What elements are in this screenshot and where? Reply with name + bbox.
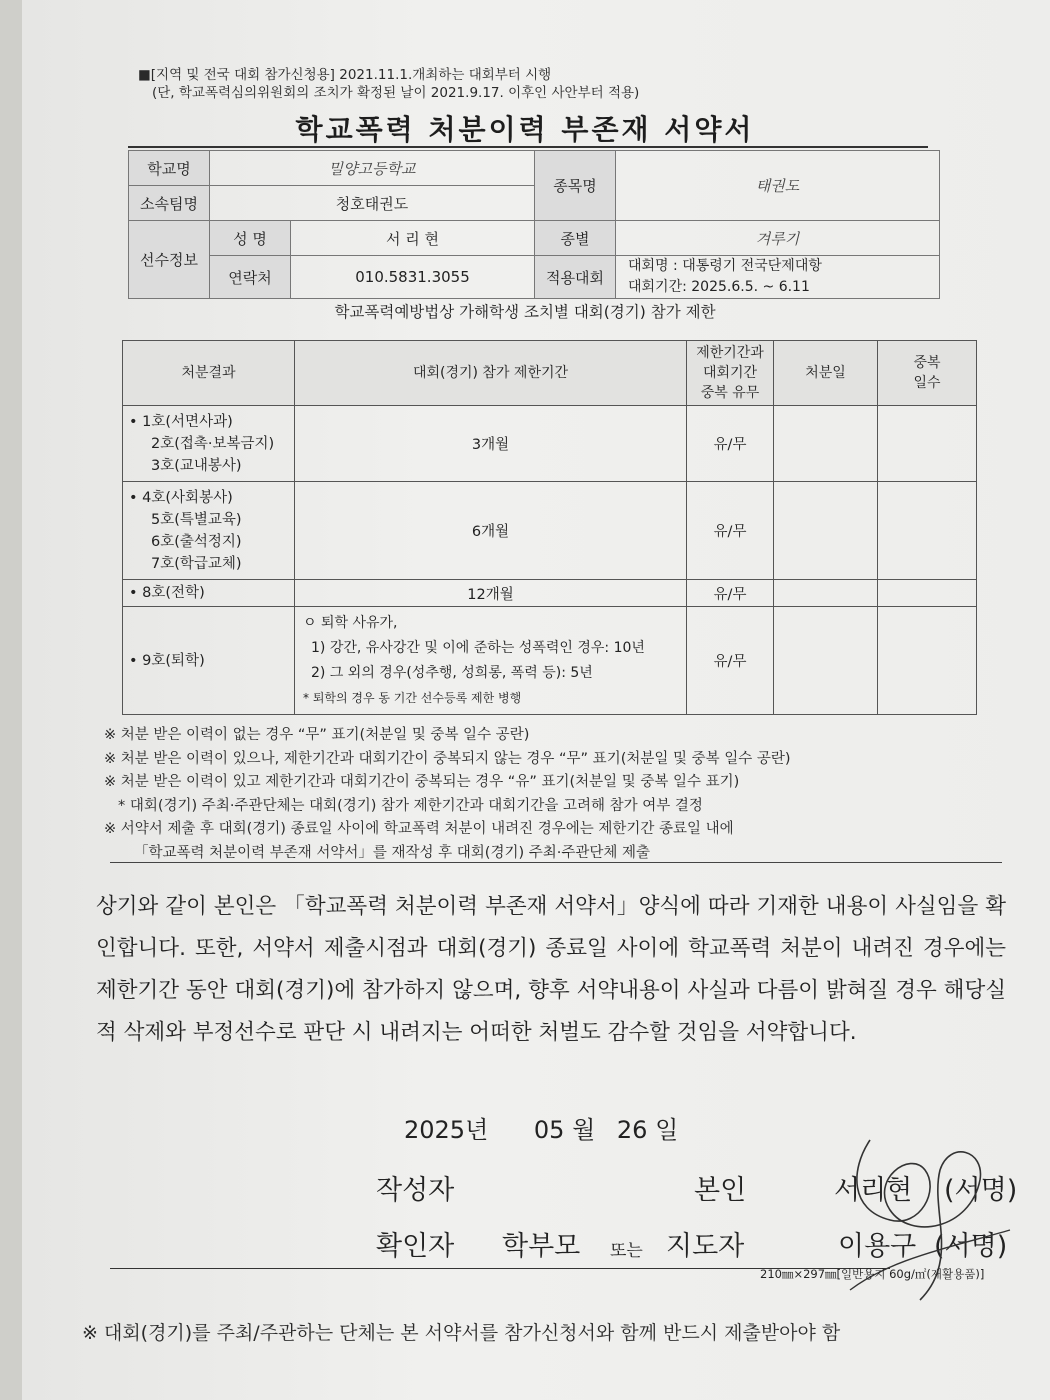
note-item: * 대회(경기) 주최·주관단체는 대회(경기) 참가 제한기간과 대회기간을 고려해 참가 여부 결정 [118, 797, 703, 814]
overlap-cell: 유/무 [687, 482, 774, 580]
divider [110, 862, 1002, 863]
table-row [123, 406, 977, 482]
days-cell [878, 607, 977, 715]
days-cell [878, 482, 977, 580]
date-day: 26 일 [616, 1116, 679, 1144]
notice-line-2: (단, 학교폭력심의위원회의 조치가 확정된 날이 2021.9.17. 이후인 사안부터 적용) [152, 85, 640, 101]
date-month: 05 월 [533, 1116, 596, 1144]
footer-note: ※ 대회(경기)를 주최/주관하는 단체는 본 서약서를 참가신청서와 함께 반드시 제출받아야 함 [82, 1322, 841, 1344]
header-result: 처분결과 [123, 341, 295, 406]
table-row [123, 482, 977, 580]
notes-list [104, 724, 1004, 865]
category-value: 겨루기 [616, 221, 940, 256]
date-cell [774, 607, 878, 715]
period-cell: 12개월 [295, 580, 687, 607]
contact-label: 연락처 [210, 256, 291, 299]
notice-line-1: ■[지역 및 전국 대회 참가신청용] 2021.11.1.개최하는 대회부터 시행 [138, 67, 552, 83]
event-label: 종목명 [535, 151, 616, 221]
signature-date [404, 1110, 678, 1145]
date-cell [774, 406, 878, 482]
section-title: 학교폭력예방법상 가해학생 조치별 대회(경기) 참가 제한 [334, 303, 716, 321]
school-label: 학교명 [129, 151, 210, 186]
writer-role: 본인 [694, 1175, 747, 1206]
header-overlap: 제한기간과 대회기간 중복 유무 [687, 341, 774, 406]
notice-header [138, 66, 639, 102]
pledge-text: 상기와 같이 본인은 「학교폭력 처분이력 부존재 서약서」양식에 따라 기재한 내용이 사실임을 확인합니다. 또한, 서약서 제출시점과 대회(경기) 종료일 사이에 학교폭력 처분이 내려진 경우에는 제한기간 동안 대회(경기)에 참가하지 않으며, 향후 서약내용이 사실과 다름이 밝혀질 경우 해당실적 삭제와 부정선수로 판단 시 내려지는 어떠한 처벌도 감수할 것임을 서약합니다. [96, 894, 1006, 1045]
date-cell [774, 580, 878, 607]
days-cell [878, 406, 977, 482]
confirmer-name: 이용구 [838, 1231, 917, 1262]
note-item: ※ 처분 받은 이력이 있으나, 제한기간과 대회기간이 중복되지 않는 경우 “무” 표기(처분일 및 중복 일수 공란) [104, 750, 791, 767]
player-label: 선수정보 [129, 221, 210, 299]
confirmer-label: 확인자 [376, 1231, 455, 1262]
penalty-table [122, 340, 977, 715]
title-underline [128, 146, 928, 148]
period-cell: 6개월 [295, 482, 687, 580]
header-days: 중복 일수 [878, 341, 977, 406]
player-info-table [128, 150, 940, 299]
writer-sign-label: (서명) [944, 1175, 1018, 1206]
writer-name: 서리현 [834, 1175, 913, 1206]
competition-label: 적용대회 [535, 256, 616, 299]
overlap-cell: 유/무 [687, 607, 774, 715]
table-row [123, 580, 977, 607]
school-value: 밀양고등학교 [210, 151, 535, 186]
period-cell: ㅇ 퇴학 사유가, 1) 강간, 유사강간 및 이에 준하는 성폭력인 경우: 10년 2) 그 외의 경우(성추행, 성희롱, 폭력 등): 5년 * 퇴학의 경우 동 기간 선수등록 제한 병행 [295, 607, 687, 715]
category-label: 종별 [535, 221, 616, 256]
contact-value: 010.5831.3055 [291, 256, 535, 299]
result-cell: • 4호(사회봉사) 5호(특별교육) 6호(출석정지) 7호(학급교체) [123, 482, 295, 580]
name-label: 성 명 [210, 221, 291, 256]
overlap-cell: 유/무 [687, 580, 774, 607]
team-label: 소속팀명 [129, 186, 210, 221]
competition-period: 대회기간: 2025.6.5. ~ 6.11 [628, 279, 810, 295]
competition-cell [616, 256, 940, 299]
writer-label: 작성자 [376, 1175, 455, 1206]
result-cell: • 8호(전학) [123, 580, 295, 607]
header-period: 대회(경기) 참가 제한기간 [295, 341, 687, 406]
note-item: 「학교폭력 처분이력 부존재 서약서」를 재작성 후 대회(경기) 주최·주관단체 제출 [134, 844, 651, 861]
header-date: 처분일 [774, 341, 878, 406]
competition-name: 대회명 : 대통령기 전국단제대항 [628, 258, 822, 274]
paper-size: 210㎜×297㎜[일반용지 60g/㎡(재활용품)] [760, 1267, 985, 1281]
confirmer-sign-label: (서명) [934, 1231, 1008, 1262]
overlap-cell: 유/무 [687, 406, 774, 482]
table-row [123, 607, 977, 715]
days-cell [878, 580, 977, 607]
event-value: 태권도 [616, 151, 940, 221]
name-value: 서 리 현 [291, 221, 535, 256]
note-item: ※ 처분 받은 이력이 없는 경우 “무” 표기(처분일 및 중복 일수 공란) [104, 727, 530, 743]
confirmer-coach: 지도자 [666, 1231, 745, 1262]
period-cell: 3개월 [295, 406, 687, 482]
document-title: 학교폭력 처분이력 부존재 서약서 [295, 113, 755, 146]
date-year: 2025년 [404, 1116, 489, 1144]
note-item: ※ 서약서 제출 후 대회(경기) 종료일 사이에 학교폭력 처분이 내려진 경우에는 제한기간 종료일 내에 [104, 821, 734, 837]
confirmer-parent: 학부모 [502, 1231, 581, 1262]
date-cell [774, 482, 878, 580]
confirmer-or: 또는 [610, 1241, 643, 1261]
result-cell: • 1호(서면사과) 2호(접촉·보복금지) 3호(교내봉사) [123, 406, 295, 482]
note-item: ※ 처분 받은 이력이 있고 제한기간과 대회기간이 중복되는 경우 “유” 표기(처분일 및 중복 일수 표기) [104, 774, 740, 790]
result-cell: • 9호(퇴학) [123, 607, 295, 715]
team-value: 청호태권도 [210, 186, 535, 221]
